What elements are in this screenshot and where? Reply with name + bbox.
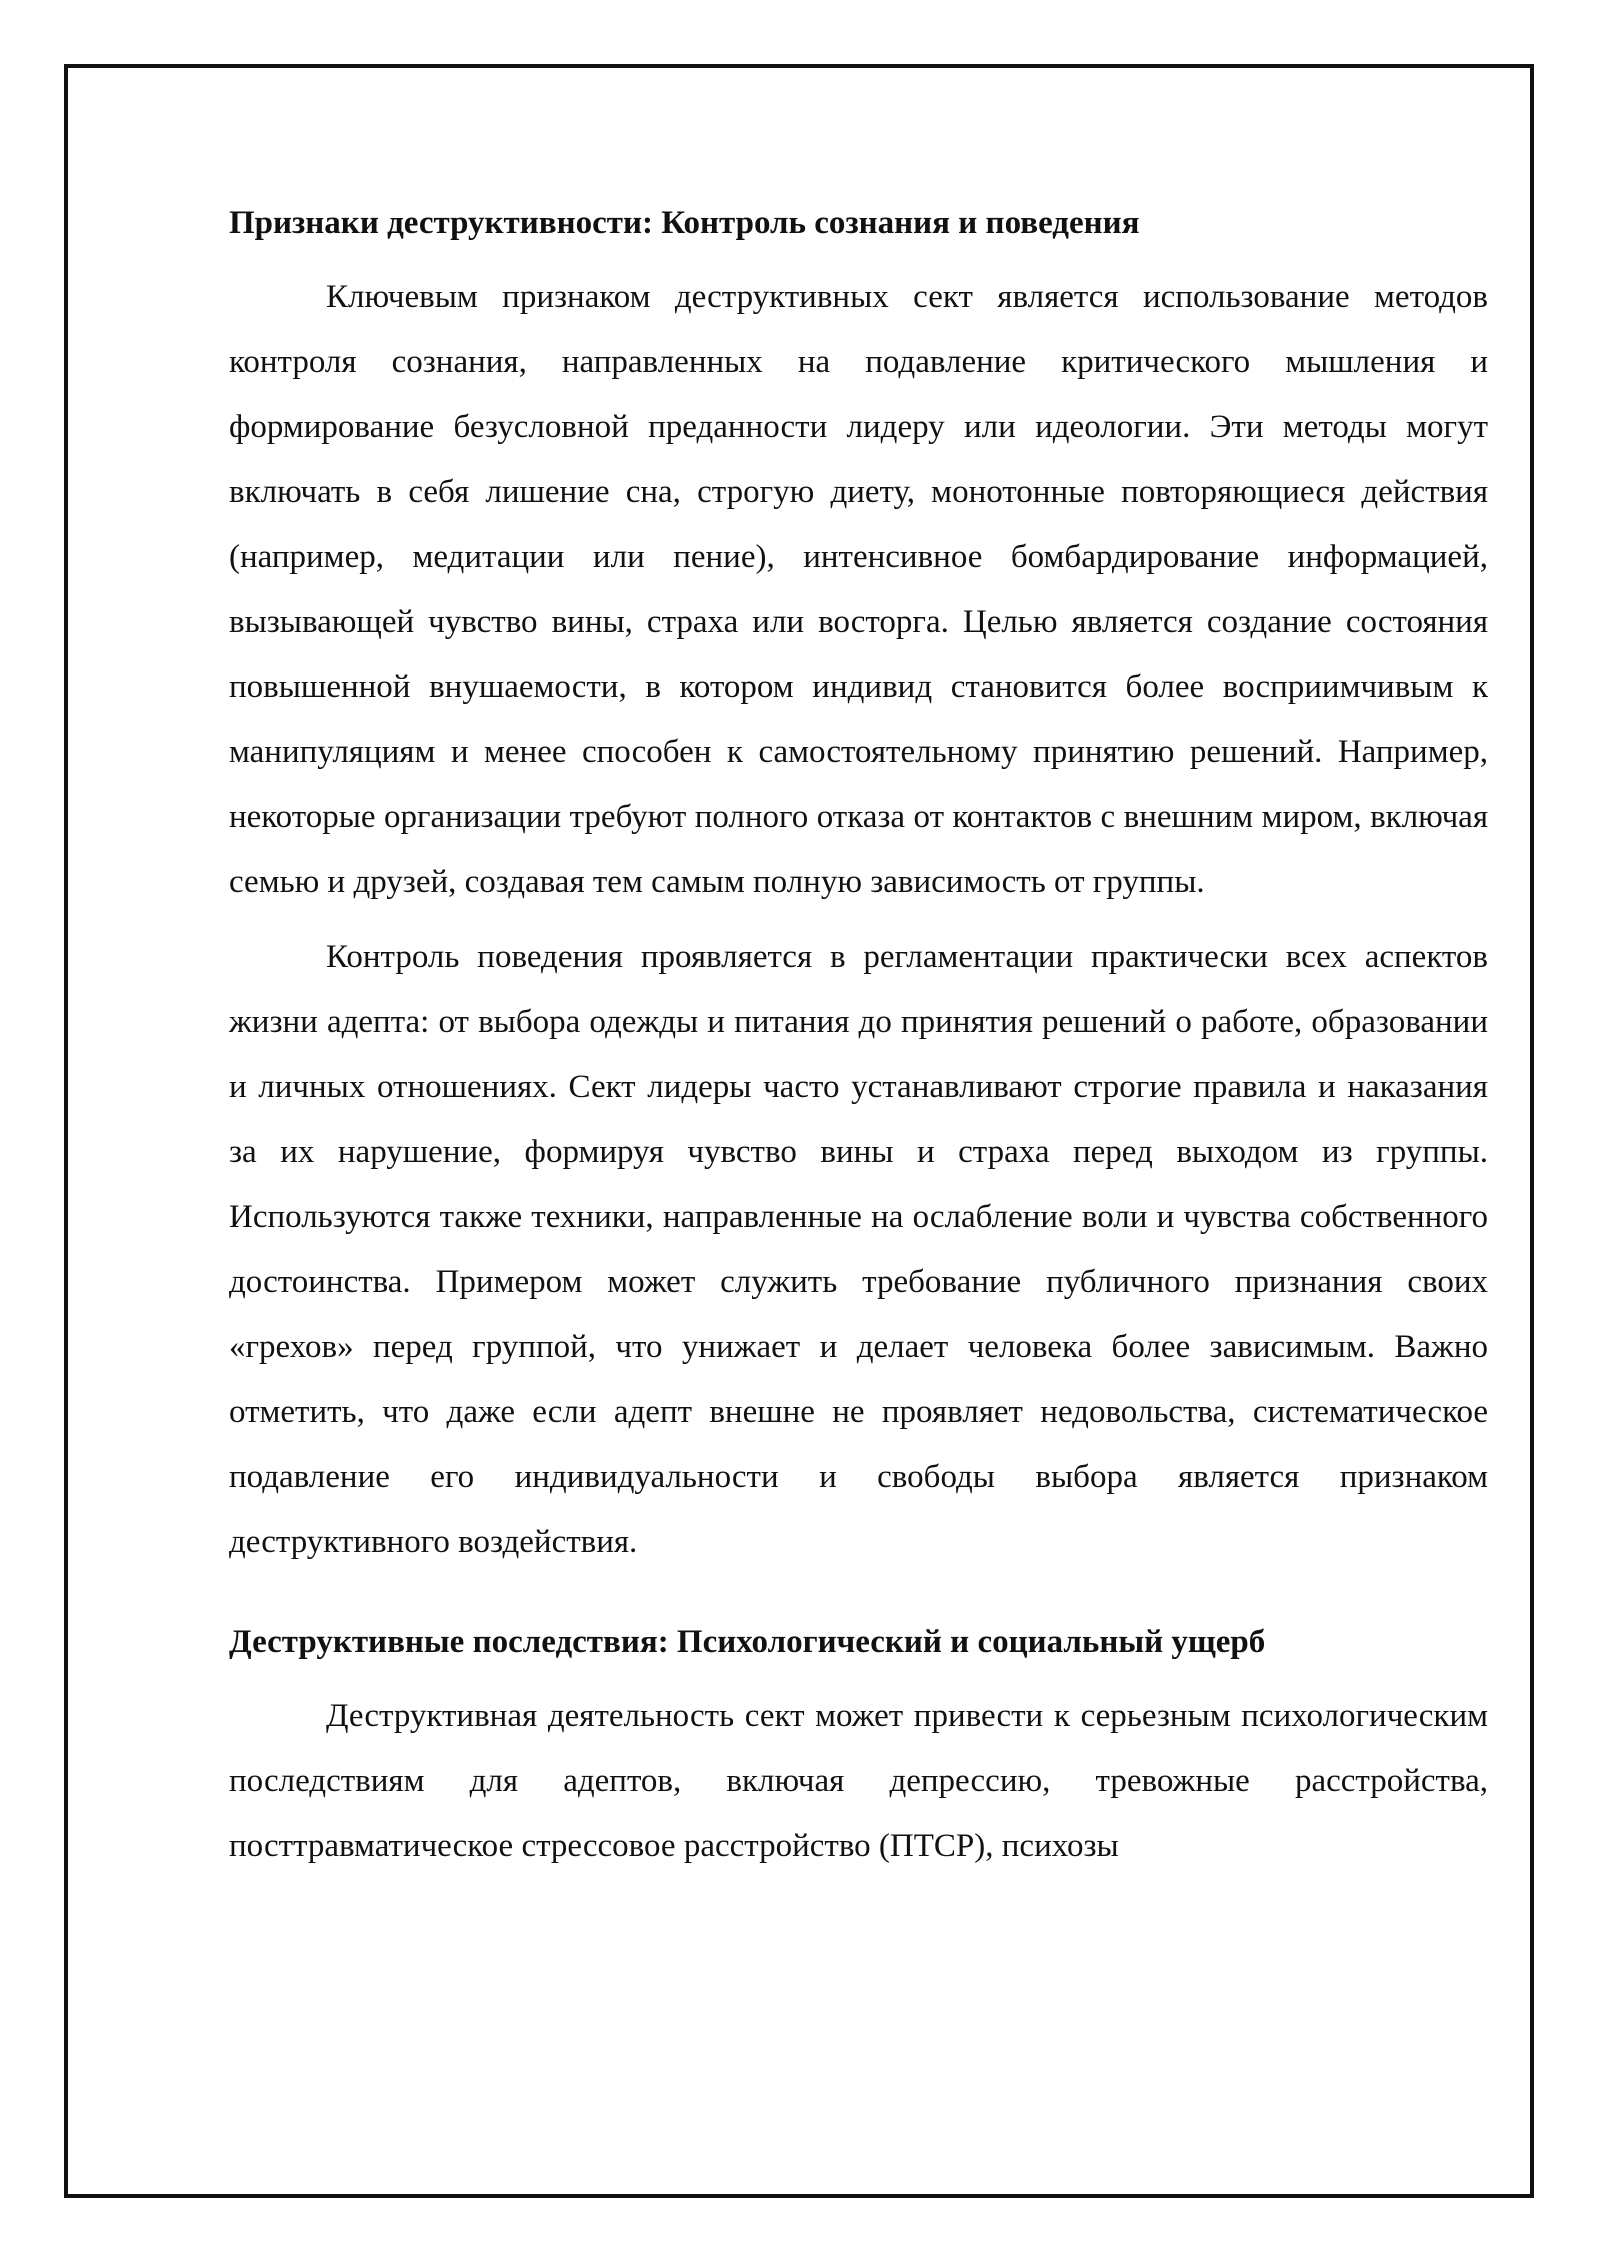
document-body (229, 198, 1488, 1889)
paragraph-mind-control: Ключевым признаком деструктивных сект является использование методов контроля сознания, направленных на подавление критического мышления и формирование безусловной преданности лидеру или идеологии. Эти методы могут включать в себя лишение сна, строгую диету, монотонные повторяющиеся действия (например, медитации или пение), интенсивное бомбардирование информацией, вызывающей чувство вины, страха или восторга. Целью является создание состояния повышенной внушаемости, в котором индивид становится более восприимчивым к манипуляциям и менее способен к самостоятельному принятию решений. Например, некоторые организации требуют полного отказа от контактов с внешним миром, включая семью и друзей, создавая тем самым полную зависимость от группы. (229, 279, 1488, 900)
paragraph-consequences: Деструктивная деятельность сект может привести к серьезным психологическим последствиям для адептов, включая депрессию, тревожные расстройства, посттравматическое стрессовое расстройство (ПТСР), психозы (229, 1698, 1488, 1864)
section-heading-consequences: Деструктивные последствия: Психологический и социальный ущерб (229, 1624, 1266, 1660)
paragraph-behavior-control: Контроль поведения проявляется в регламентации практически всех аспектов жизни адепта: от выбора одежды и питания до принятия решений о работе, образовании и личных отношениях. Сект лидеры часто устанавливают строгие правила и наказания за их нарушение, формируя чувство вины и страха перед выходом из группы. Используются также техники, направленные на ослабление воли и чувства собственного достоинства. Примером может служить требование публичного признания своих «грехов» перед группой, что унижает и делает человека более зависимым. Важно отметить, что даже если адепт внешне не проявляет недовольства, систематическое подавление его индивидуальности и свободы выбора является признаком деструктивного воздействия. (229, 939, 1488, 1560)
section-heading-mind-control: Признаки деструктивности: Контроль сознания и поведения (229, 205, 1140, 241)
